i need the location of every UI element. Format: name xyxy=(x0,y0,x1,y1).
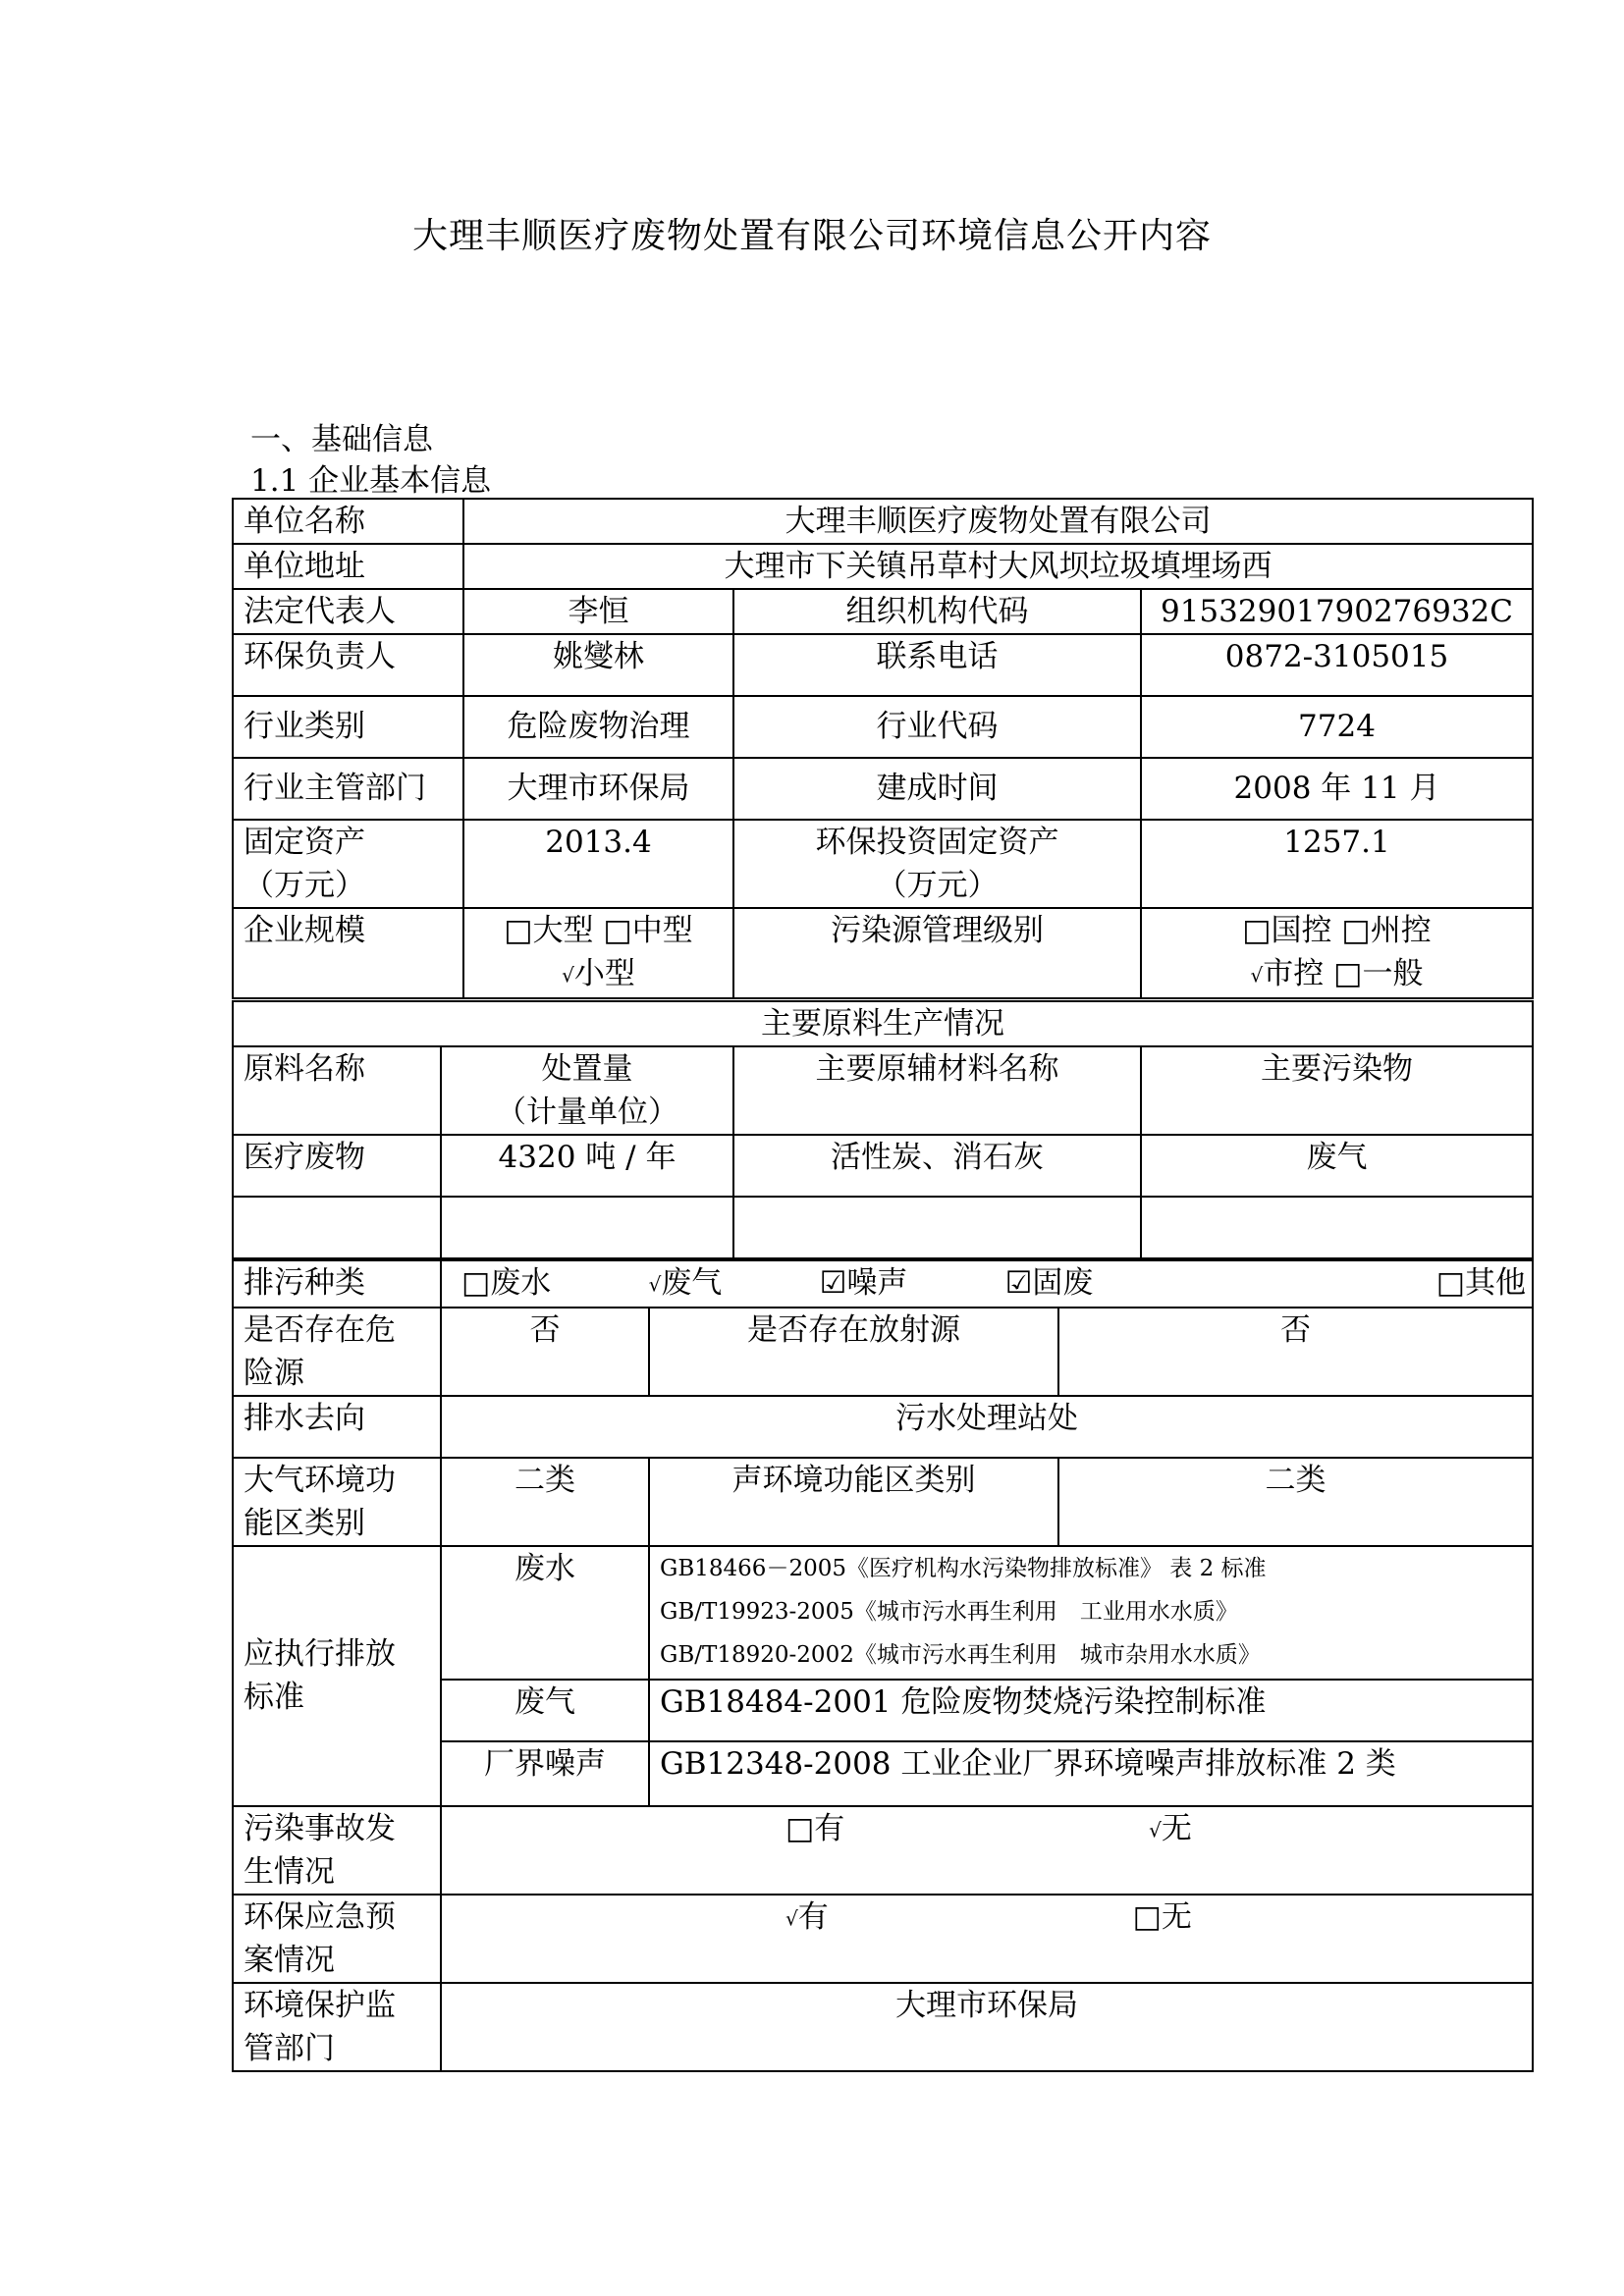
industry-value: 危险废物治理 xyxy=(463,696,733,758)
level-national-checkbox[interactable]: □国控 xyxy=(1242,913,1332,948)
env-head-label: 环保负责人 xyxy=(233,634,463,696)
materials-table xyxy=(232,1000,1534,1259)
accident-label xyxy=(233,1806,441,1895)
water-standard-2: GB/T19923-2005《城市污水再生利用 工业用水水质》 xyxy=(660,1598,1238,1625)
standards-label-line2: 标准 xyxy=(244,1680,304,1715)
water-standard-label: 废水 xyxy=(441,1546,649,1680)
industry-code-label: 行业代码 xyxy=(733,696,1141,758)
hazard-label-line1: 是否存在危 xyxy=(244,1311,396,1348)
scale-medium-checkbox[interactable]: □中型 xyxy=(603,913,693,948)
address-label: 单位地址 xyxy=(233,544,463,589)
scale-large-checkbox[interactable]: □大型 xyxy=(504,913,594,948)
noise-standard-label: 厂界噪声 xyxy=(441,1741,649,1806)
env-head-value: 姚燮林 xyxy=(463,634,733,696)
assets-label-line1: 固定资产 xyxy=(244,825,365,860)
scale-options xyxy=(463,908,733,998)
page-title: 大理丰顺医疗废物处置有限公司环境信息公开内容 xyxy=(411,216,1212,256)
hazard-label xyxy=(233,1308,441,1396)
materials-col-amount-line1: 处置量 xyxy=(541,1051,633,1087)
phone-value: 0872-3105015 xyxy=(1141,634,1533,696)
discharge-solid-checkbox[interactable]: ☑固废 xyxy=(1004,1265,1094,1301)
org-code-value: 91532901790276932C xyxy=(1141,589,1533,634)
discharge-options xyxy=(441,1260,1533,1308)
materials-col-name: 原料名称 xyxy=(233,1046,441,1135)
assets-label-line2: （万元） xyxy=(244,868,365,903)
discharge-label: 排污种类 xyxy=(233,1260,441,1308)
radio-source-value: 否 xyxy=(1058,1308,1533,1396)
gas-standard-value: GB18484-2001 危险废物焚烧污染控制标准 xyxy=(649,1680,1533,1741)
accident-no-check-icon: √ xyxy=(1149,1818,1162,1842)
hazard-value: 否 xyxy=(441,1308,649,1396)
level-city-checkbox[interactable]: 市控 xyxy=(1263,956,1325,991)
discharge-gas-checkbox[interactable]: 废气 xyxy=(661,1265,723,1301)
sound-value: 二类 xyxy=(1058,1458,1533,1546)
emergency-label xyxy=(233,1895,441,1983)
env-assets-value: 1257.1 xyxy=(1141,820,1533,908)
emergency-no-checkbox[interactable]: □无 xyxy=(1132,1898,1192,1935)
water-standard-values xyxy=(649,1546,1533,1680)
emergency-yes-checkbox[interactable]: 有 xyxy=(797,1898,829,1935)
air-label xyxy=(233,1458,441,1546)
address-value: 大理市下关镇吊草村大风坝垃圾填埋场西 xyxy=(463,544,1533,589)
materials-cell: 活性炭、消石灰 xyxy=(733,1135,1141,1197)
materials-col-pollutant: 主要污染物 xyxy=(1141,1046,1533,1135)
unit-name-value: 大理丰顺医疗废物处置有限公司 xyxy=(463,499,1533,544)
materials-col-aux: 主要原辅材料名称 xyxy=(733,1046,1141,1135)
basic-info-table xyxy=(232,498,1534,999)
materials-empty-cell xyxy=(233,1197,441,1258)
scale-label: 企业规模 xyxy=(233,908,463,998)
sound-label: 声环境功能区类别 xyxy=(649,1458,1058,1546)
radio-source-label: 是否存在放射源 xyxy=(649,1308,1058,1396)
water-standard-1: GB18466－2005《医疗机构水污染物排放标准》 表 2 标准 xyxy=(660,1555,1267,1581)
materials-cell: 4320 吨 / 年 xyxy=(441,1135,733,1197)
standards-label-line1: 应执行排放 xyxy=(244,1636,396,1672)
built-label: 建成时间 xyxy=(733,758,1141,820)
materials-cell: 废气 xyxy=(1141,1135,1533,1197)
assets-value: 2013.4 xyxy=(463,820,733,908)
dept-label: 行业主管部门 xyxy=(233,758,463,820)
emergency-label-line1: 环保应急预 xyxy=(244,1898,396,1935)
env-assets-label-line2: （万元） xyxy=(876,868,999,903)
drain-label: 排水去向 xyxy=(233,1396,441,1458)
industry-label: 行业类别 xyxy=(233,696,463,758)
env-assets-label-line1: 环保投资固定资产 xyxy=(815,825,1059,860)
materials-empty-cell xyxy=(441,1197,733,1258)
accident-no-checkbox[interactable]: 无 xyxy=(1161,1810,1192,1846)
legal-rep-value: 李恒 xyxy=(463,589,733,634)
level-general-checkbox[interactable]: □一般 xyxy=(1333,956,1424,991)
unit-name-label: 单位名称 xyxy=(233,499,463,544)
hazard-label-line2: 险源 xyxy=(244,1355,304,1391)
level-label: 污染源管理级别 xyxy=(733,908,1141,998)
scale-small-checkbox[interactable]: 小型 xyxy=(573,956,635,991)
materials-col-amount-line2: （计量单位） xyxy=(496,1095,678,1130)
accident-label-line1: 污染事故发 xyxy=(244,1810,396,1846)
materials-col-amount xyxy=(441,1046,733,1135)
emergency-label-line2: 案情况 xyxy=(244,1942,335,1978)
level-prefecture-checkbox[interactable]: □州控 xyxy=(1341,913,1432,948)
emergency-yes-check-icon: √ xyxy=(785,1906,798,1930)
industry-code-value: 7724 xyxy=(1141,696,1533,758)
discharge-other-checkbox[interactable]: □其他 xyxy=(1435,1265,1526,1301)
materials-empty-cell xyxy=(1141,1197,1533,1258)
phone-label: 联系电话 xyxy=(733,634,1141,696)
water-standard-3: GB/T18920-2002《城市污水再生利用 城市杂用水水质》 xyxy=(660,1641,1261,1668)
subsection-heading: 1.1 企业基本信息 xyxy=(250,463,492,499)
discharge-gas-check-icon: √ xyxy=(648,1272,662,1297)
section-heading: 一、基础信息 xyxy=(250,422,433,457)
air-label-line2: 能区类别 xyxy=(244,1505,365,1541)
supervision-label-line1: 环境保护监 xyxy=(244,1987,396,2023)
standards-label xyxy=(233,1546,441,1806)
materials-cell: 医疗废物 xyxy=(233,1135,441,1197)
assets-label xyxy=(233,820,463,908)
accident-yes-checkbox[interactable]: □有 xyxy=(785,1810,845,1846)
noise-standard-value: GB12348-2008 工业企业厂界环境噪声排放标准 2 类 xyxy=(649,1741,1533,1806)
drain-value: 污水处理站处 xyxy=(441,1396,1533,1458)
materials-empty-cell xyxy=(733,1197,1141,1258)
level-options xyxy=(1141,908,1533,998)
environment-table xyxy=(232,1259,1534,2072)
discharge-noise-checkbox[interactable]: ☑噪声 xyxy=(819,1265,908,1301)
built-value: 2008 年 11 月 xyxy=(1141,758,1533,820)
env-assets-label xyxy=(733,820,1141,908)
legal-rep-label: 法定代表人 xyxy=(233,589,463,634)
gas-standard-label: 废气 xyxy=(441,1680,649,1741)
emergency-options xyxy=(441,1895,1533,1983)
discharge-water-checkbox[interactable]: □废水 xyxy=(461,1265,552,1301)
dept-value: 大理市环保局 xyxy=(463,758,733,820)
org-code-label: 组织机构代码 xyxy=(733,589,1141,634)
accident-label-line2: 生情况 xyxy=(244,1853,335,1890)
air-label-line1: 大气环境功 xyxy=(244,1462,396,1498)
materials-header: 主要原料生产情况 xyxy=(233,1001,1533,1046)
scale-small-check-icon: √ xyxy=(562,963,574,988)
level-city-check-icon: √ xyxy=(1250,963,1264,988)
supervision-value: 大理市环保局 xyxy=(441,1983,1533,2071)
supervision-label-line2: 管部门 xyxy=(244,2030,335,2066)
accident-options xyxy=(441,1806,1533,1895)
supervision-label xyxy=(233,1983,441,2071)
air-value: 二类 xyxy=(441,1458,649,1546)
